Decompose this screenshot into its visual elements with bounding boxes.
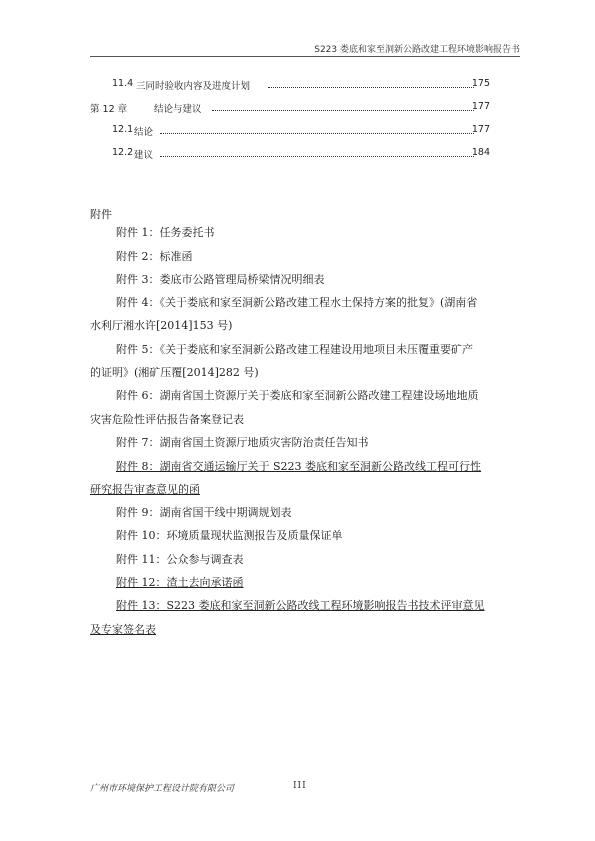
toc-number: 12.2: [112, 147, 134, 158]
running-header: S223 娄底和家至洞新公路改建工程环境影响报告书: [314, 45, 520, 55]
attachment-item: 附件 11：公众参与调查表: [116, 553, 244, 566]
toc-leader: [268, 87, 474, 88]
toc-number: 12.1: [112, 124, 134, 135]
attachment-item: 附件 5：《关于娄底和家至洞新公路改建工程建设用地项目未压覆重要矿产: [116, 343, 473, 356]
header-rule: [90, 56, 520, 57]
toc-leader: [160, 133, 474, 134]
attachment-item-cont: 灾害危险性评估报告备案登记表: [90, 413, 244, 426]
attachment-item: 附件 9：湖南省国干线中期调规划表: [116, 506, 292, 519]
attachment-link[interactable]: 附件 12：渣土去向承诺函: [116, 576, 244, 589]
toc-row[interactable]: [0, 124, 595, 138]
attachment-item: 附件 10：环境质量现状监测报告及质量保证单: [116, 529, 343, 542]
toc-title: 结论与建议: [154, 104, 202, 115]
attachment-link-cont[interactable]: 及专家签名表: [90, 623, 156, 636]
toc-title: 建议: [134, 150, 154, 161]
attachment-link-cont[interactable]: 研究报告审查意见的函: [90, 483, 200, 496]
toc-leader: [160, 156, 474, 157]
attachment-item: 附件 2：标准函: [116, 250, 193, 263]
attachment-link[interactable]: 附件 8：湖南省交通运输厅关于 S223 娄底和家至洞新公路改线工程可行性: [116, 460, 482, 473]
toc-row[interactable]: [0, 147, 595, 161]
toc-leader: [212, 110, 474, 111]
attachment-item-cont: 的证明》(湘矿压覆[2014]282 号): [90, 366, 259, 379]
toc-title: 结论: [134, 127, 154, 138]
attachment-item: 附件 6：湖南省国土资源厅关于娄底和家至洞新公路改建工程建设场地地质: [116, 389, 479, 402]
attachment-item-cont: 水利厅湘水许[2014]153 号): [90, 319, 233, 332]
toc-page: 177: [471, 101, 490, 112]
toc-number: 第 12 章: [90, 104, 128, 115]
attachment-item: 附件 3：娄底市公路管理局桥梁情况明细表: [116, 273, 325, 286]
attachment-item: 附件 4：《关于娄底和家至洞新公路改建工程水土保持方案的批复》(湖南省: [116, 296, 478, 309]
toc-row[interactable]: [0, 78, 595, 92]
toc-title: 三同时验收内容及进度计划: [136, 81, 251, 92]
attachments-heading: 附件: [90, 208, 112, 221]
toc-number: 11.4: [112, 78, 134, 89]
toc-page: 184: [471, 147, 490, 158]
footer-page-number: III: [293, 781, 307, 791]
toc-page: 175: [471, 78, 490, 89]
attachment-link[interactable]: 附件 13：S223 娄底和家至洞新公路改线工程环境影响报告书技术评审意见: [116, 599, 485, 612]
footer-company: 广州市环境保护工程设计院有限公司: [90, 784, 235, 794]
toc-page: 177: [471, 124, 490, 135]
attachment-item: 附件 1：任务委托书: [116, 226, 215, 239]
toc-row[interactable]: [0, 101, 595, 115]
attachment-item: 附件 7：湖南省国土资源厅地质灾害防治责任告知书: [116, 436, 369, 449]
